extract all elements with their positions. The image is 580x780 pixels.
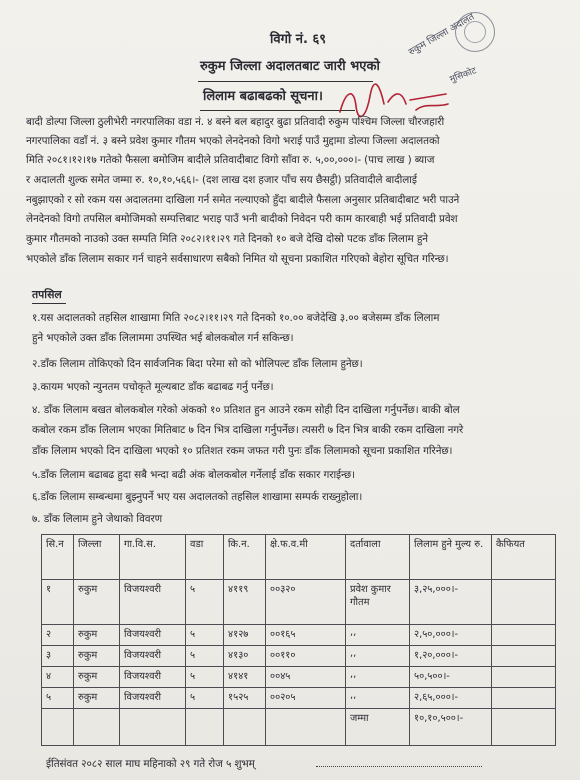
table-total-row — [42, 709, 556, 746]
table-cell: ५ — [186, 580, 224, 625]
table-cell: रुकुम — [74, 625, 120, 646]
property-table — [41, 534, 556, 746]
table-cell: रुकुम — [74, 688, 120, 709]
table-cell: विजयश्वरी — [120, 667, 186, 688]
table-cell — [224, 709, 266, 746]
table-cell: १५२५ — [224, 688, 266, 709]
condition-item: ५.डाँक लिलाम बढाबढ हुदा सबै भन्दा बढी अंक बोलकबोल गर्नेलाई डाँक सकार गराईन्छ। — [32, 469, 355, 481]
table-cell: ५ — [42, 688, 74, 709]
table-cell — [492, 580, 556, 625]
table-cell — [492, 646, 556, 667]
table-cell: विजयश्वरी — [120, 646, 186, 667]
handwritten-signature — [336, 82, 456, 120]
table-cell: विजयश्वरी — [120, 580, 186, 625]
condition-item: ६.डाँक लिलाम सम्बन्धमा बुझ्नुपर्ने भए यस अदालतको तहसिल शाखामा सम्पर्क राख्नुहोला। — [32, 491, 363, 503]
table-cell: ३ — [42, 646, 74, 667]
body-line: कुमार गौतमको नाउको उक्त सम्पति मिति २०८२।११।२९ गते दिनको १० बजे देखि दोस्रो पटक डाँक लिलाम हुने — [26, 233, 428, 245]
table-row — [42, 625, 556, 646]
table-cell: ,, — [346, 646, 410, 667]
body-line: नगरपालिका वडाँ नं. ३ बस्ने प्रवेश कुमार गौतम भएको लेनदेनको विगो भराई पाउँ मुद्दामा डोल्पा जिल्ला अदालतको — [26, 135, 440, 147]
table-cell: ३,२५,०००।- — [410, 580, 492, 625]
table-cell: प्रवेश कुमार गौतम — [346, 580, 410, 625]
table-cell — [42, 709, 74, 746]
table-header: क्षे.फ.व.मी — [266, 535, 346, 580]
table-cell: ,, — [346, 625, 410, 646]
table-cell — [492, 709, 556, 746]
table-cell — [492, 625, 556, 646]
table-header: लिलाम हुने मुल्य रु. — [410, 535, 492, 580]
condition-item: कबोल रकम डाँक लिलाम भएका मितिबाट ७ दिन भित्र दाखिला गर्नुपर्नेछ। त्यसरी ७ दिन भित्र बाकी रकम दाखिला नगरे — [32, 424, 464, 436]
table-cell: ४१४१ — [224, 667, 266, 688]
condition-item: ३.कायम भएको न्युनतम पचोकृते मूल्यबाट डाँक बढाबढ गर्नु पर्नेछ। — [32, 381, 274, 393]
table-row — [42, 688, 556, 709]
table-header: कि.न. — [224, 535, 266, 580]
table-cell: ,, — [346, 667, 410, 688]
notice-number: विगो नं. ६९ — [270, 32, 327, 47]
underline — [200, 110, 355, 111]
condition-item: डाँक लिलाम भएको दिन दाखिला भएको १० प्रतिशत रकम जफत गरी पुनः डाँक लिलामको सूचना प्रकाशित गरिनेछ। — [32, 445, 453, 457]
table-cell: ५ — [186, 646, 224, 667]
table-row — [42, 667, 556, 688]
table-cell: विजयश्वरी — [120, 625, 186, 646]
table-cell: २ — [42, 625, 74, 646]
table-header: वडा — [186, 535, 224, 580]
table-row — [42, 580, 556, 625]
table-cell: ५ — [186, 625, 224, 646]
table-cell — [492, 667, 556, 688]
condition-item: हुने भएकोले उक्त डाँक लिलाममा उपस्थित भई बोलकबोल गर्न सकिन्छ। — [32, 332, 294, 344]
table-cell: ४ — [42, 667, 74, 688]
table-cell: रुकुम — [74, 667, 120, 688]
table-cell: रुकुम — [74, 580, 120, 625]
table-cell: ००२०५ — [266, 688, 346, 709]
body-line: मिति २०८१।१२।१७ गतेको फैसला बमोजिम बादीले प्रतिवादीबाट विगो साँवा रु. ५,००,०००।- (पाच लाख ) ब्याज — [26, 154, 435, 166]
table-cell — [266, 709, 346, 746]
total-value: १०,१०,५००।- — [410, 709, 492, 746]
table-cell: विजयश्वरी — [120, 688, 186, 709]
table-cell: ,, — [346, 688, 410, 709]
condition-item: १.यस अदालतको तहसिल शाखामा मिति २०८२।११।२९ गते दिनको १०.०० बजेदेखि ३.०० बजेसम्म डाँक लिलाम — [32, 312, 440, 324]
table-cell: ५ — [186, 667, 224, 688]
table-header: सि.न — [42, 535, 74, 580]
body-line: भएकोले डाँक लिलाम सकार गर्न चाहने सर्वसाधारण सबैको निमित यो सूचना प्रकाशित गरिएको बेहोरा सूचित गरिन्छ। — [26, 253, 449, 265]
table-cell: ००४५ — [266, 667, 346, 688]
table-row — [42, 646, 556, 667]
table-cell: ००१६५ — [266, 625, 346, 646]
table-cell — [74, 709, 120, 746]
table-cell: ४१३० — [224, 646, 266, 667]
footer-date: ईतिसंवत २०८२ साल माघ महिनाको २९ गते रोज ५ शुभम् — [46, 758, 255, 770]
table-cell: रुकुम — [74, 646, 120, 667]
stamp-place: मुसिकोट — [448, 66, 478, 85]
condition-item: ७. डाँक लिलाम हुने जेथाको विवरण — [32, 513, 163, 525]
body-line: बादी डोल्पा जिल्ला ठुलीभेरी नगरपालिका वडा नं. ४ बस्ने बल बहादुर बुढा प्रतिवादी रुकुम पश्चिम जिल्ला चौरजहारी — [26, 116, 445, 128]
condition-item: ४. डाँक लिलाम बखत बोलकबोल गरेको अंकको १० प्रतिशत हुन आउने रकम सोही दिन दाखिला गर्नुपर्नेछ। बाकी बोल — [32, 404, 460, 416]
table-cell: २,६५,०००।- — [410, 688, 492, 709]
table-cell: ५ — [186, 688, 224, 709]
total-label: जम्मा — [346, 709, 410, 746]
table-header-row — [42, 535, 556, 580]
underline — [32, 303, 66, 304]
table-cell: ५०,५००।- — [410, 667, 492, 688]
table-cell — [120, 709, 186, 746]
table-cell — [492, 688, 556, 709]
stamp-court-name: रुकुम जिल्ला अदालत — [406, 11, 477, 58]
table-header: कैफियत — [492, 535, 556, 580]
table-cell: ४१२७ — [224, 625, 266, 646]
condition-item: २.डाँक लिलाम तोकिएको दिन सार्वजनिक बिदा परेमा सो को भोलिपल्ट डाँक लिलाम हुनेछ। — [32, 358, 363, 370]
tapasil-heading: तपसिल — [32, 288, 62, 301]
table-cell: १,२०,०००।- — [410, 646, 492, 667]
table-header: दर्तावाला — [346, 535, 410, 580]
table-cell: ४११९ — [224, 580, 266, 625]
table-cell: ००३२० — [266, 580, 346, 625]
table-cell: १ — [42, 580, 74, 625]
signature-line — [316, 766, 482, 767]
table-cell: ००११० — [266, 646, 346, 667]
body-line: र अदालती शुल्क समेत जम्मा रु. १०,१०,५६६।- (दश लाख दश हजार पाँच सय छैसट्ठी) प्रतिवादीले बादीलाई — [26, 174, 417, 186]
body-line: लेनदेनको विगो तपसिल बमोजिमको सम्पत्तिबाट भराइ पाउँ भनी बादीको निवेदन परी काम कारबाही भई प्रतिवादी प्रवेश — [26, 213, 458, 225]
table-cell — [186, 709, 224, 746]
table-header: जिल्ला — [74, 535, 120, 580]
notice-issuer: रुकुम जिल्ला अदालतबाट जारी भएको — [200, 59, 380, 74]
table-cell: २,५०,०००।- — [410, 625, 492, 646]
body-line: नबुझाएको र सो रकम यस अदालतमा दाखिला गर्न समेत नल्याएको हुँदा बादीले फैसला अनुसार प्रतिबादीबाट भरी पाउने — [26, 194, 460, 206]
notice-title: लिलाम बढाबढको सूचना। — [203, 89, 323, 104]
table-header: गा.वि.स. — [120, 535, 186, 580]
